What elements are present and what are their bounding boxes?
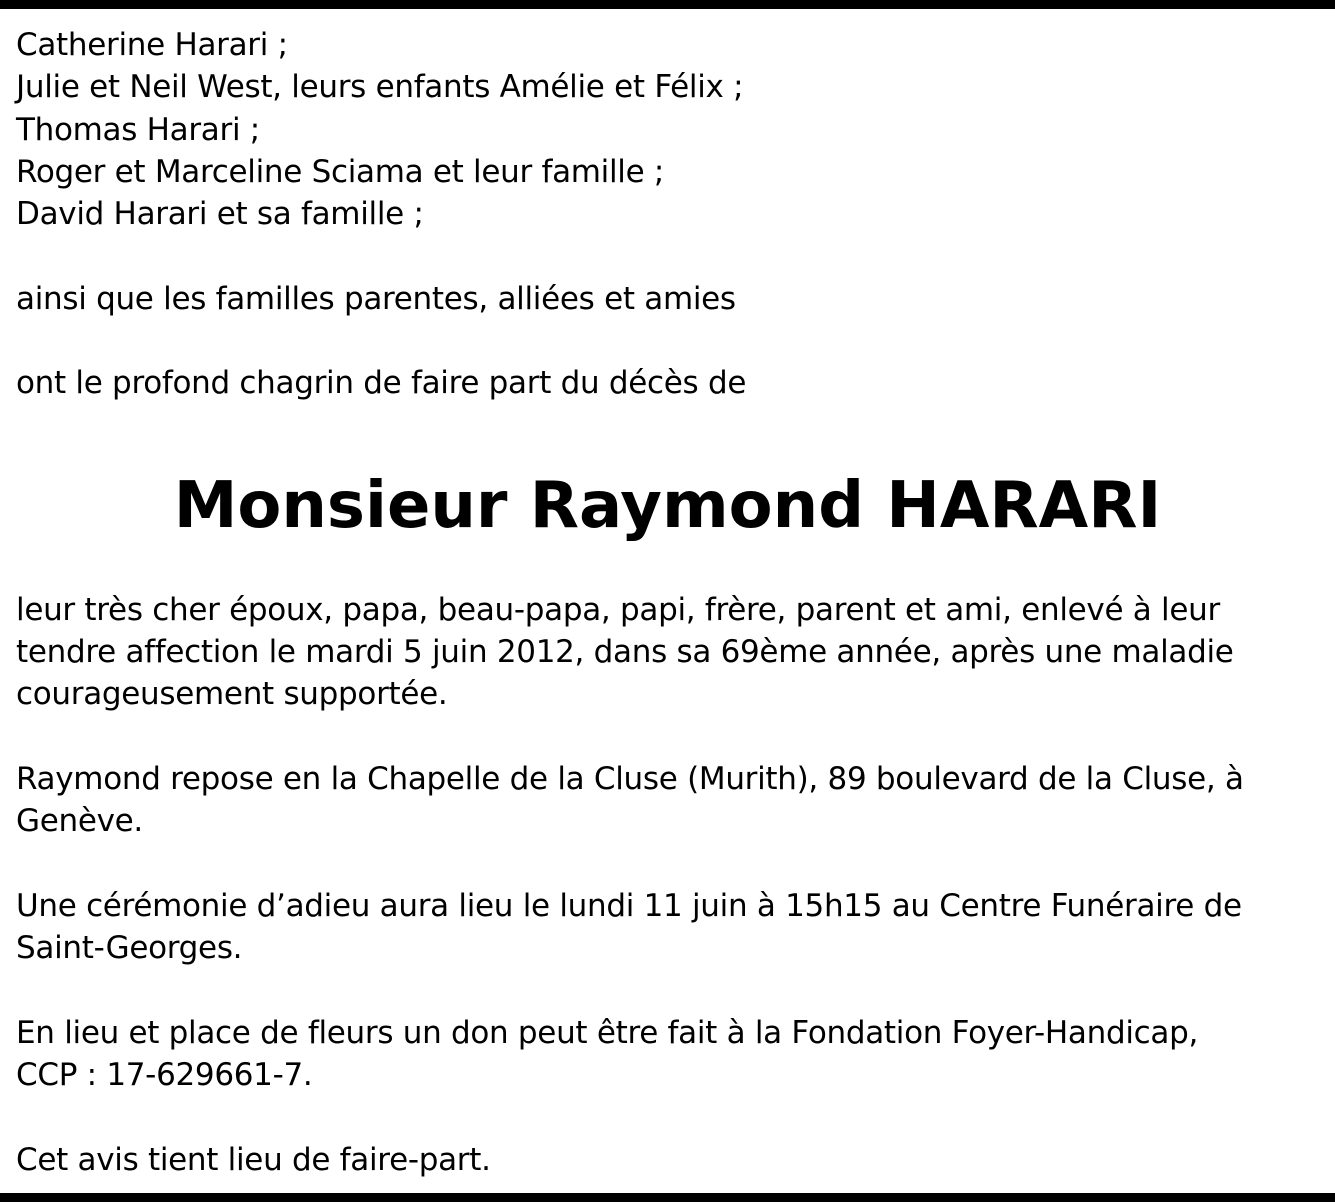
ceremony-line: Une cérémonie d’adieu aura lieu le lundi 11 juin à 15h15 au Centre Funéraire de <box>16 887 1242 924</box>
top-border-rule <box>0 0 1335 9</box>
ceremony-line: Saint-Georges. <box>16 930 243 967</box>
family-line: Julie et Neil West, leurs enfants Amélie et Félix ; <box>16 69 744 106</box>
tribute-line: courageusement supportée. <box>16 676 448 713</box>
rest-place-paragraph <box>16 758 1316 843</box>
family-line: Catherine Harari ; <box>16 27 288 63</box>
bottom-border-rule <box>0 1193 1335 1202</box>
family-line: David Harari et sa famille ; <box>16 196 424 233</box>
family-line: Thomas Harari ; <box>16 111 260 148</box>
rest-place-line: Genève. <box>16 803 143 840</box>
obituary-notice <box>16 24 1316 1181</box>
family-list <box>16 24 1316 235</box>
rest-place-line: Raymond repose en la Chapelle de la Cluse (Murith), 89 boulevard de la Cluse, à <box>16 760 1244 797</box>
family-line: Roger et Marceline Sciama et leur famille ; <box>16 153 665 190</box>
announcement-line: ont le profond chagrin de faire part du décès de <box>16 365 747 402</box>
closing-line: Cet avis tient lieu de faire-part. <box>16 1141 491 1178</box>
relatives-line: ainsi que les familles parentes, alliées et amies <box>16 280 736 317</box>
donation-paragraph <box>16 1012 1316 1097</box>
tribute-line: tendre affection le mardi 5 juin 2012, dans sa 69ème année, après une maladie <box>16 633 1234 670</box>
ceremony-paragraph <box>16 885 1316 970</box>
tribute-line: leur très cher époux, papa, beau-papa, papi, frère, parent et ami, enlevé à leur <box>16 591 1220 628</box>
deceased-name: Monsieur Raymond HARARI <box>173 468 1162 543</box>
tribute-paragraph <box>16 589 1316 716</box>
donation-line: En lieu et place de fleurs un don peut être fait à la Fondation Foyer-Handicap, <box>16 1014 1199 1051</box>
donation-line: CCP : 17-629661-7. <box>16 1056 313 1093</box>
